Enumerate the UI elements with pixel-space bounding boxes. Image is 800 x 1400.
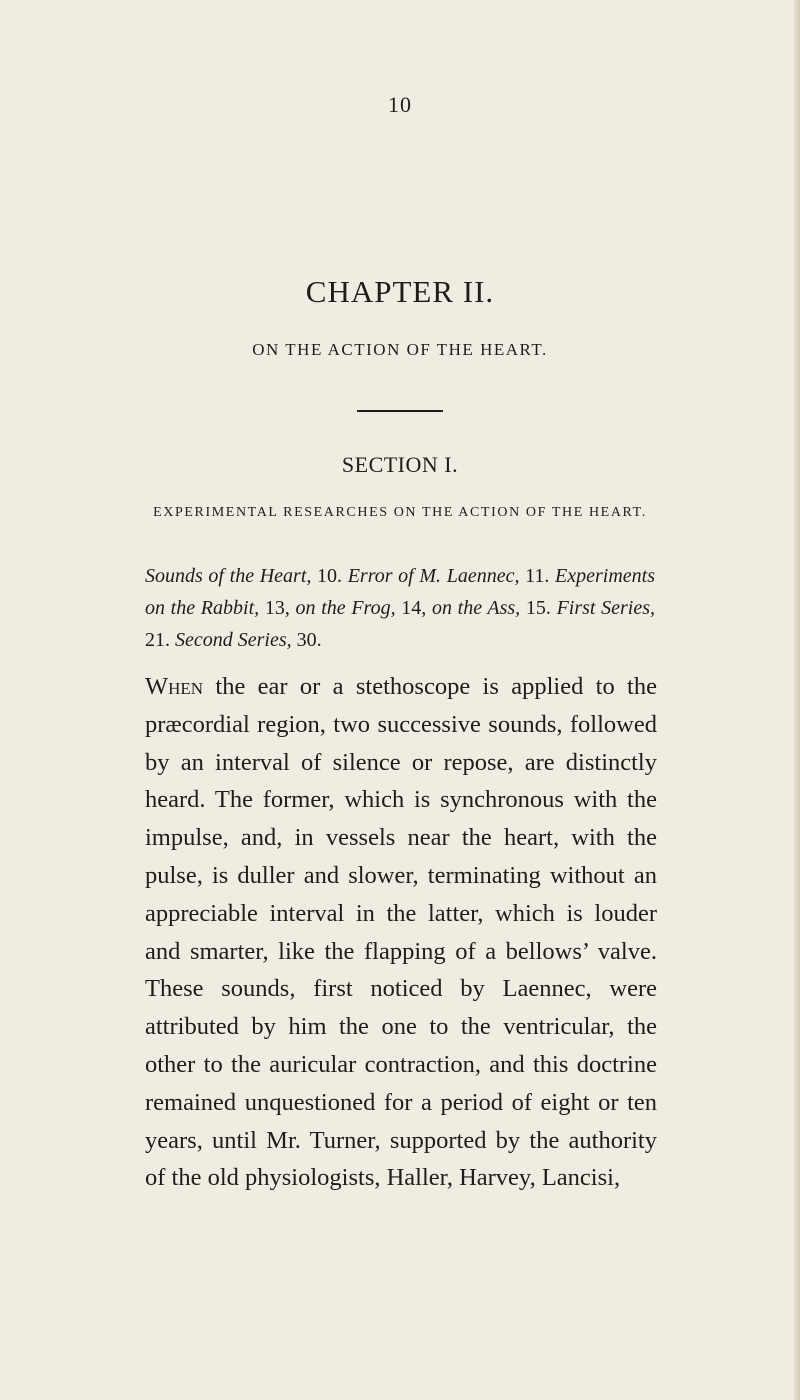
section-title: SECTION I.	[341, 452, 459, 477]
synopsis-part: 15.	[520, 597, 557, 619]
synopsis-part: Error of M. Laennec,	[347, 565, 520, 587]
synopsis-part: on the Ass,	[431, 597, 521, 619]
synopsis-part: 10.	[311, 565, 348, 587]
synopsis-part: on the Frog,	[295, 597, 396, 619]
synopsis-part: 30.	[291, 629, 322, 651]
page-edge	[794, 0, 800, 1400]
synopsis-part: 13,	[259, 597, 296, 619]
synopsis-part: First Series,	[556, 597, 656, 619]
synopsis-part: 11.	[519, 565, 556, 587]
synopsis-part: Sounds of the Heart,	[145, 565, 312, 587]
synopsis-part: 14,	[395, 597, 432, 619]
section-subtitle: EXPERIMENTAL RESEARCHES ON THE ACTION OF THE HEART.	[153, 505, 647, 520]
chapter-subtitle: ON THE ACTION OF THE HEART.	[252, 340, 548, 359]
lead-word: When	[145, 673, 204, 700]
body-text: the ear or a stethoscope is applied to the præcordial region, two successive sounds, followed by an interval of silence or repose, are distinctly heard. The former, which is synchronous with the impulse, and, in vessels near the heart, with the pulse, is duller and slower, terminating without an appreciable interval in the latter, which is louder and smarter, like the flapping of a bellows’ valve. These sounds, first noticed by Laennec, were attributed by him the one to the ventricular, the other to the auricular contraction, and this doctrine remained unquestioned for a period of eight or ten years, until Mr. Turner, supported by the authority of the old physiologists, Haller, Harvey, Lancisi,	[145, 673, 657, 1192]
synopsis-part: Second Series,	[175, 629, 292, 651]
section-divider	[357, 410, 443, 412]
body-paragraph	[145, 668, 657, 1197]
chapter-title: CHAPTER II.	[305, 274, 495, 309]
synopsis-part: 21.	[145, 629, 175, 651]
page-number: 10	[388, 92, 412, 117]
synopsis-part: Experiments on the Rabbit,	[145, 565, 655, 619]
section-synopsis	[145, 560, 655, 656]
